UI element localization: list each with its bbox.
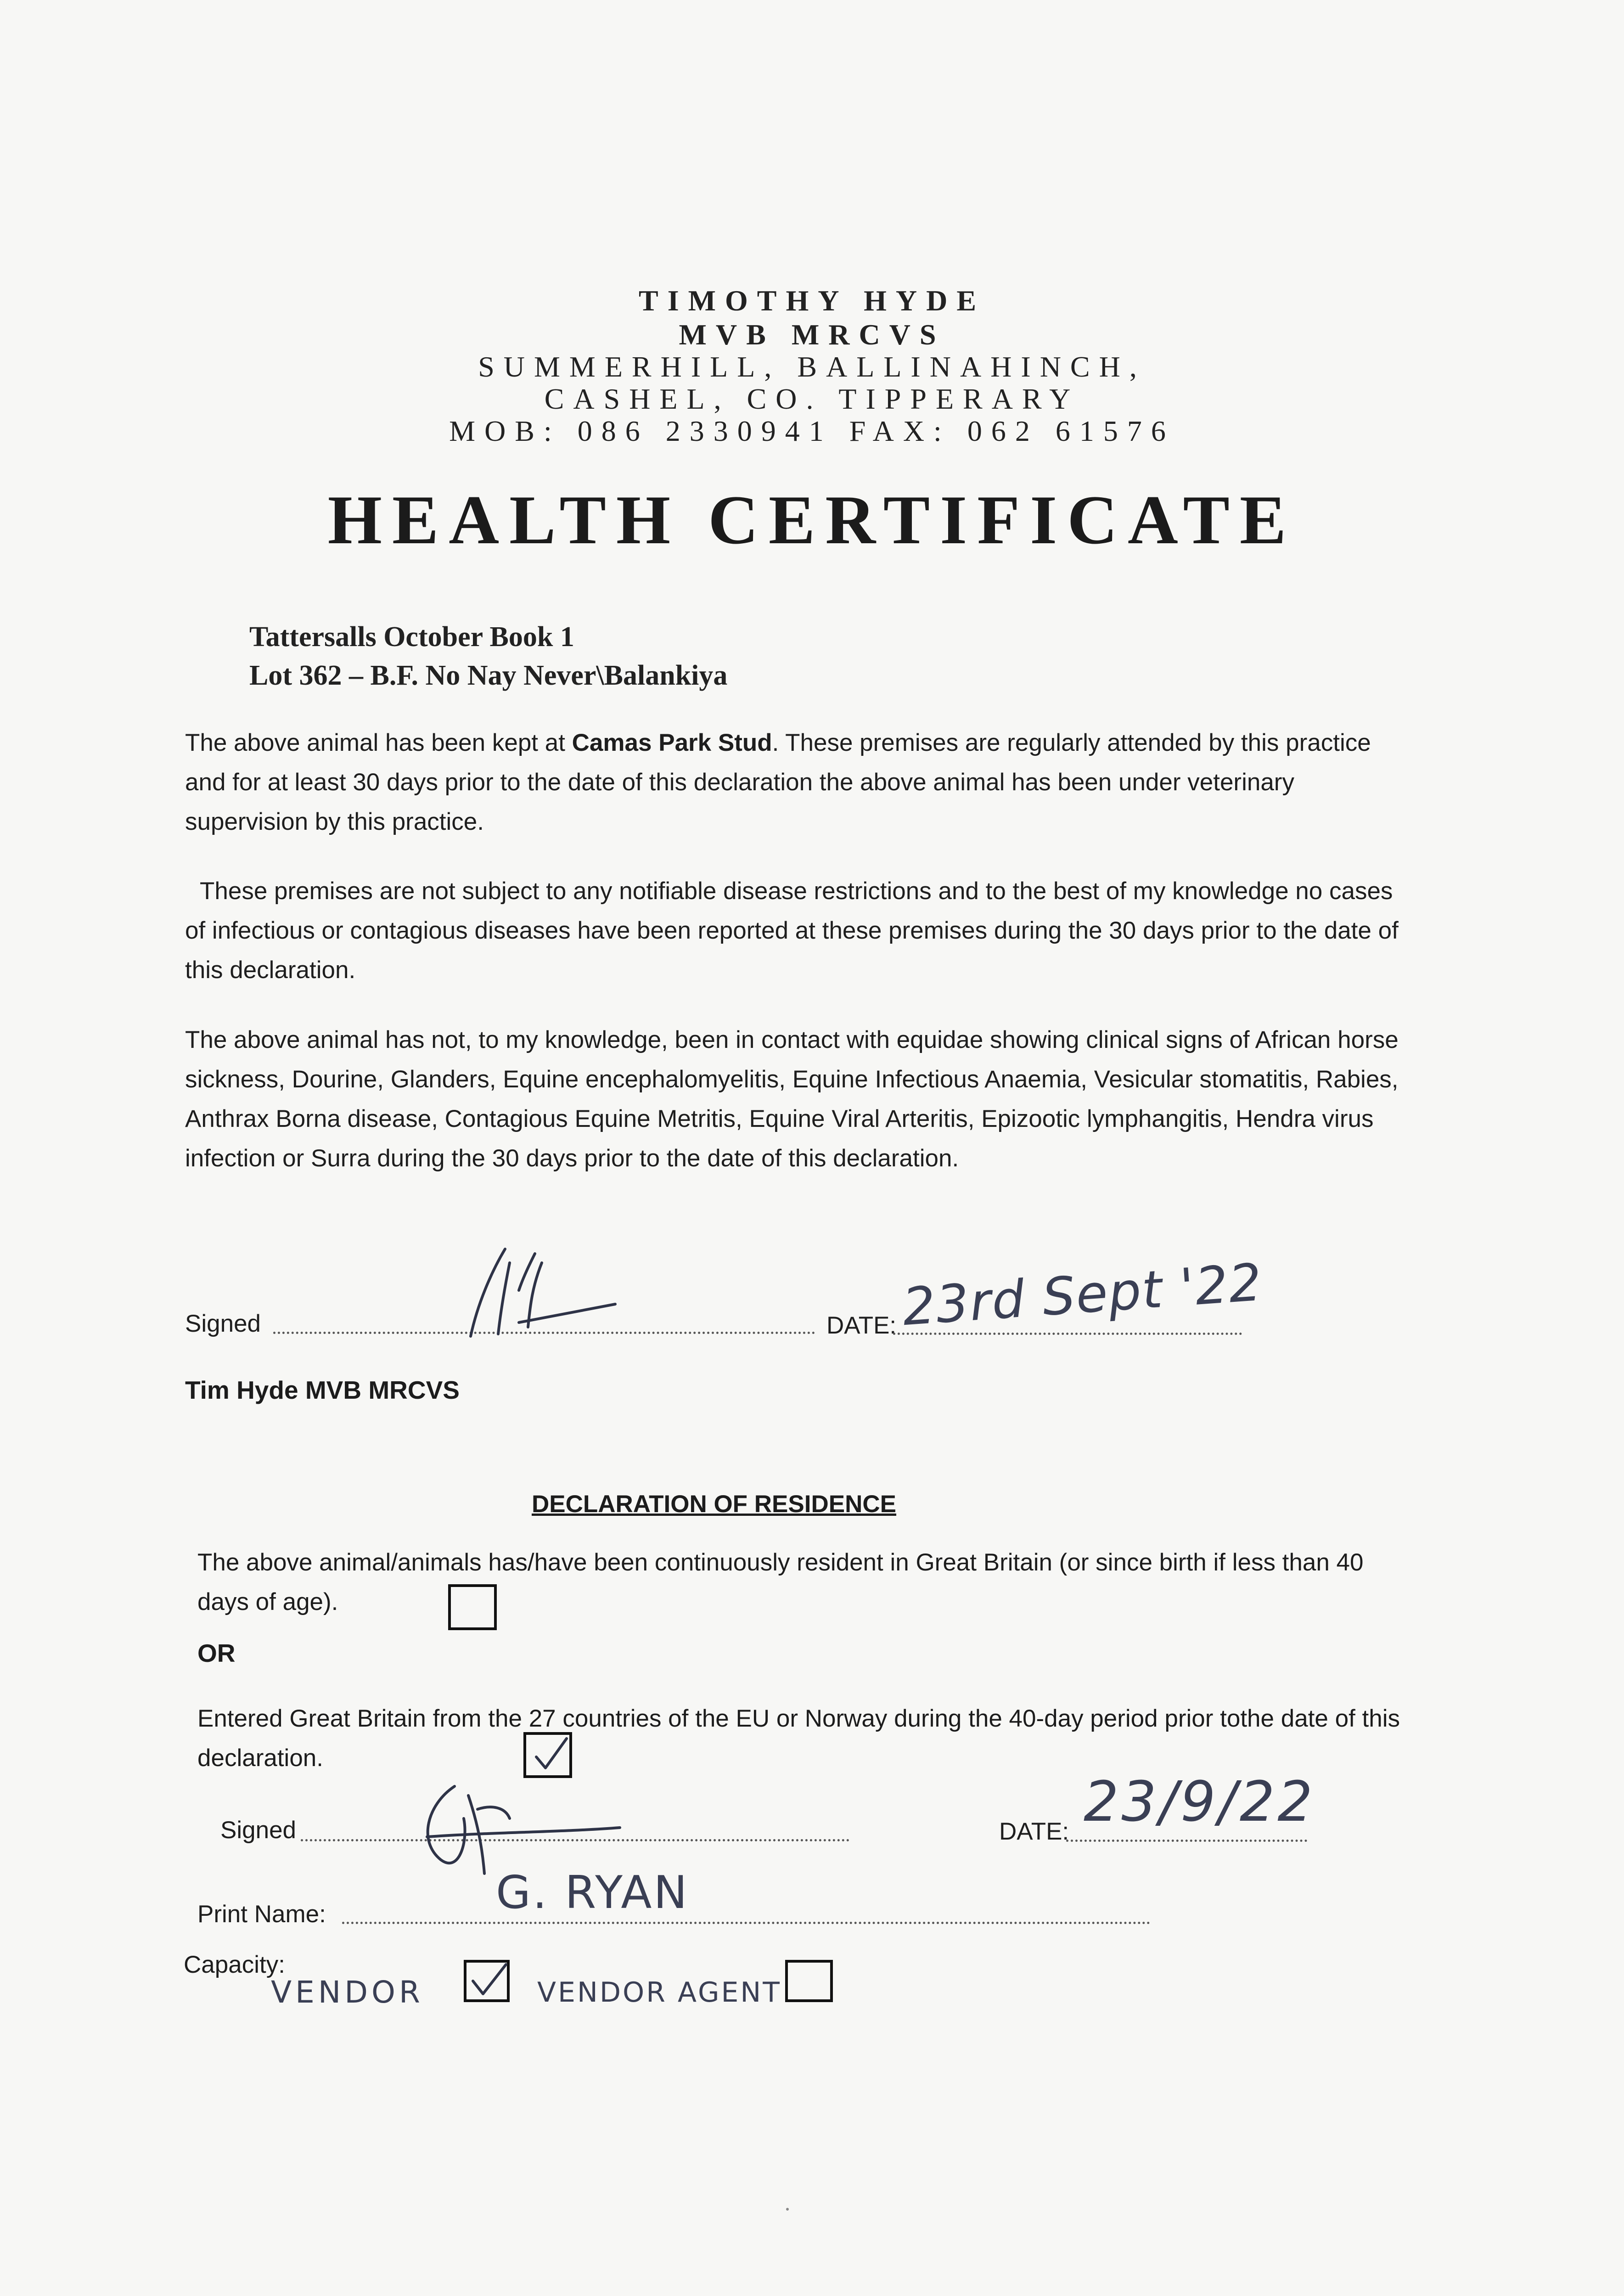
premises-text-end: . These premises are regularly attended by this practice and for at least 30 days prior to the date of this declaration the above animal has been under veterinary supervision by this practice.	[185, 729, 1371, 835]
premises-paragraph	[185, 723, 1416, 842]
vet-qualifications: MVB MRCVS	[679, 318, 945, 351]
equidae-contact-paragraph: The above animal has not, to my knowledge, been in contact with equidae showing clinical signs of African horse sickness, Dourine, Glanders, Equine encephalomyelitis, Equine Infectious Anaemia, Vesicular stomatitis, Rabies, Anthrax Borna disease, Contagious Equine Metritis, Equine Viral Arteritis, Epizootic lymphangitis, Hendra virus infection or Surra during the 30 days prior to the date of this declaration.	[185, 1026, 1399, 1172]
checkmark-icon	[466, 1963, 508, 2001]
residence-option-1-checkbox[interactable]	[448, 1584, 497, 1630]
page-speck	[786, 2208, 789, 2211]
premises-name: Camas Park Stud	[572, 729, 772, 756]
contact-line: MOB: 086 2330941 FAX: 062 61576	[449, 415, 1175, 447]
address-line-2: CASHEL, CO. TIPPERARY	[544, 383, 1080, 415]
owner-signed-label: Signed	[220, 1817, 297, 1844]
vet-date-label: DATE:	[826, 1312, 897, 1339]
capacity-label: Capacity:	[184, 1951, 285, 1978]
capacity-vendor-label: VENDOR	[271, 1975, 424, 2010]
capacity-agent-label: VENDOR AGENT	[537, 1976, 781, 2009]
document-title: HEALTH CERTIFICATE	[327, 481, 1297, 558]
vet-date-handwritten: 23rd Sept '22	[900, 1252, 1264, 1338]
print-name-line	[342, 1922, 1150, 1924]
owner-date-line	[1066, 1840, 1307, 1842]
disease-restriction-paragraph: These premises are not subject to any notifiable disease restrictions and to the best of my knowledge no cases of infectious or contagious diseases have been reported at these premises during the 30 days prior to the date of this declaration.	[185, 878, 1399, 984]
print-name-handwritten: G. RYAN	[496, 1867, 689, 1919]
owner-signature-mark	[399, 1768, 638, 1878]
or-label: OR	[197, 1639, 236, 1667]
vet-name: TIMOTHY HYDE	[639, 284, 985, 317]
owner-date-label: DATE:	[999, 1818, 1069, 1845]
residence-option-1: The above animal/animals has/have been continuously resident in Great Britain (or since birth if less than 40 days of age).	[197, 1549, 1364, 1615]
vet-signed-label: Signed	[185, 1310, 261, 1337]
sale-book: Tattersalls October Book 1	[249, 621, 574, 653]
vet-signatory-name: Tim Hyde MVB MRCVS	[185, 1376, 460, 1404]
capacity-vendor-checkbox[interactable]	[464, 1960, 510, 2002]
print-name-label: Print Name:	[197, 1901, 326, 1928]
address-line-1: SUMMERHILL, BALLINAHINCH,	[478, 350, 1146, 383]
residence-option-2: Entered Great Britain from the 27 countries of the EU or Norway during the 40-day period prior tothe date of this declaration.	[197, 1705, 1400, 1772]
declaration-heading: DECLARATION OF RESIDENCE	[531, 1491, 897, 1518]
sale-lot: Lot 362 – B.F. No Nay Never\Balankiya	[249, 660, 728, 691]
owner-date-handwritten: 23/9/22	[1084, 1770, 1315, 1834]
premises-text-start: The above animal has been kept at	[185, 729, 572, 756]
vet-signature-mark	[450, 1235, 643, 1345]
capacity-agent-checkbox[interactable]	[785, 1960, 833, 2002]
